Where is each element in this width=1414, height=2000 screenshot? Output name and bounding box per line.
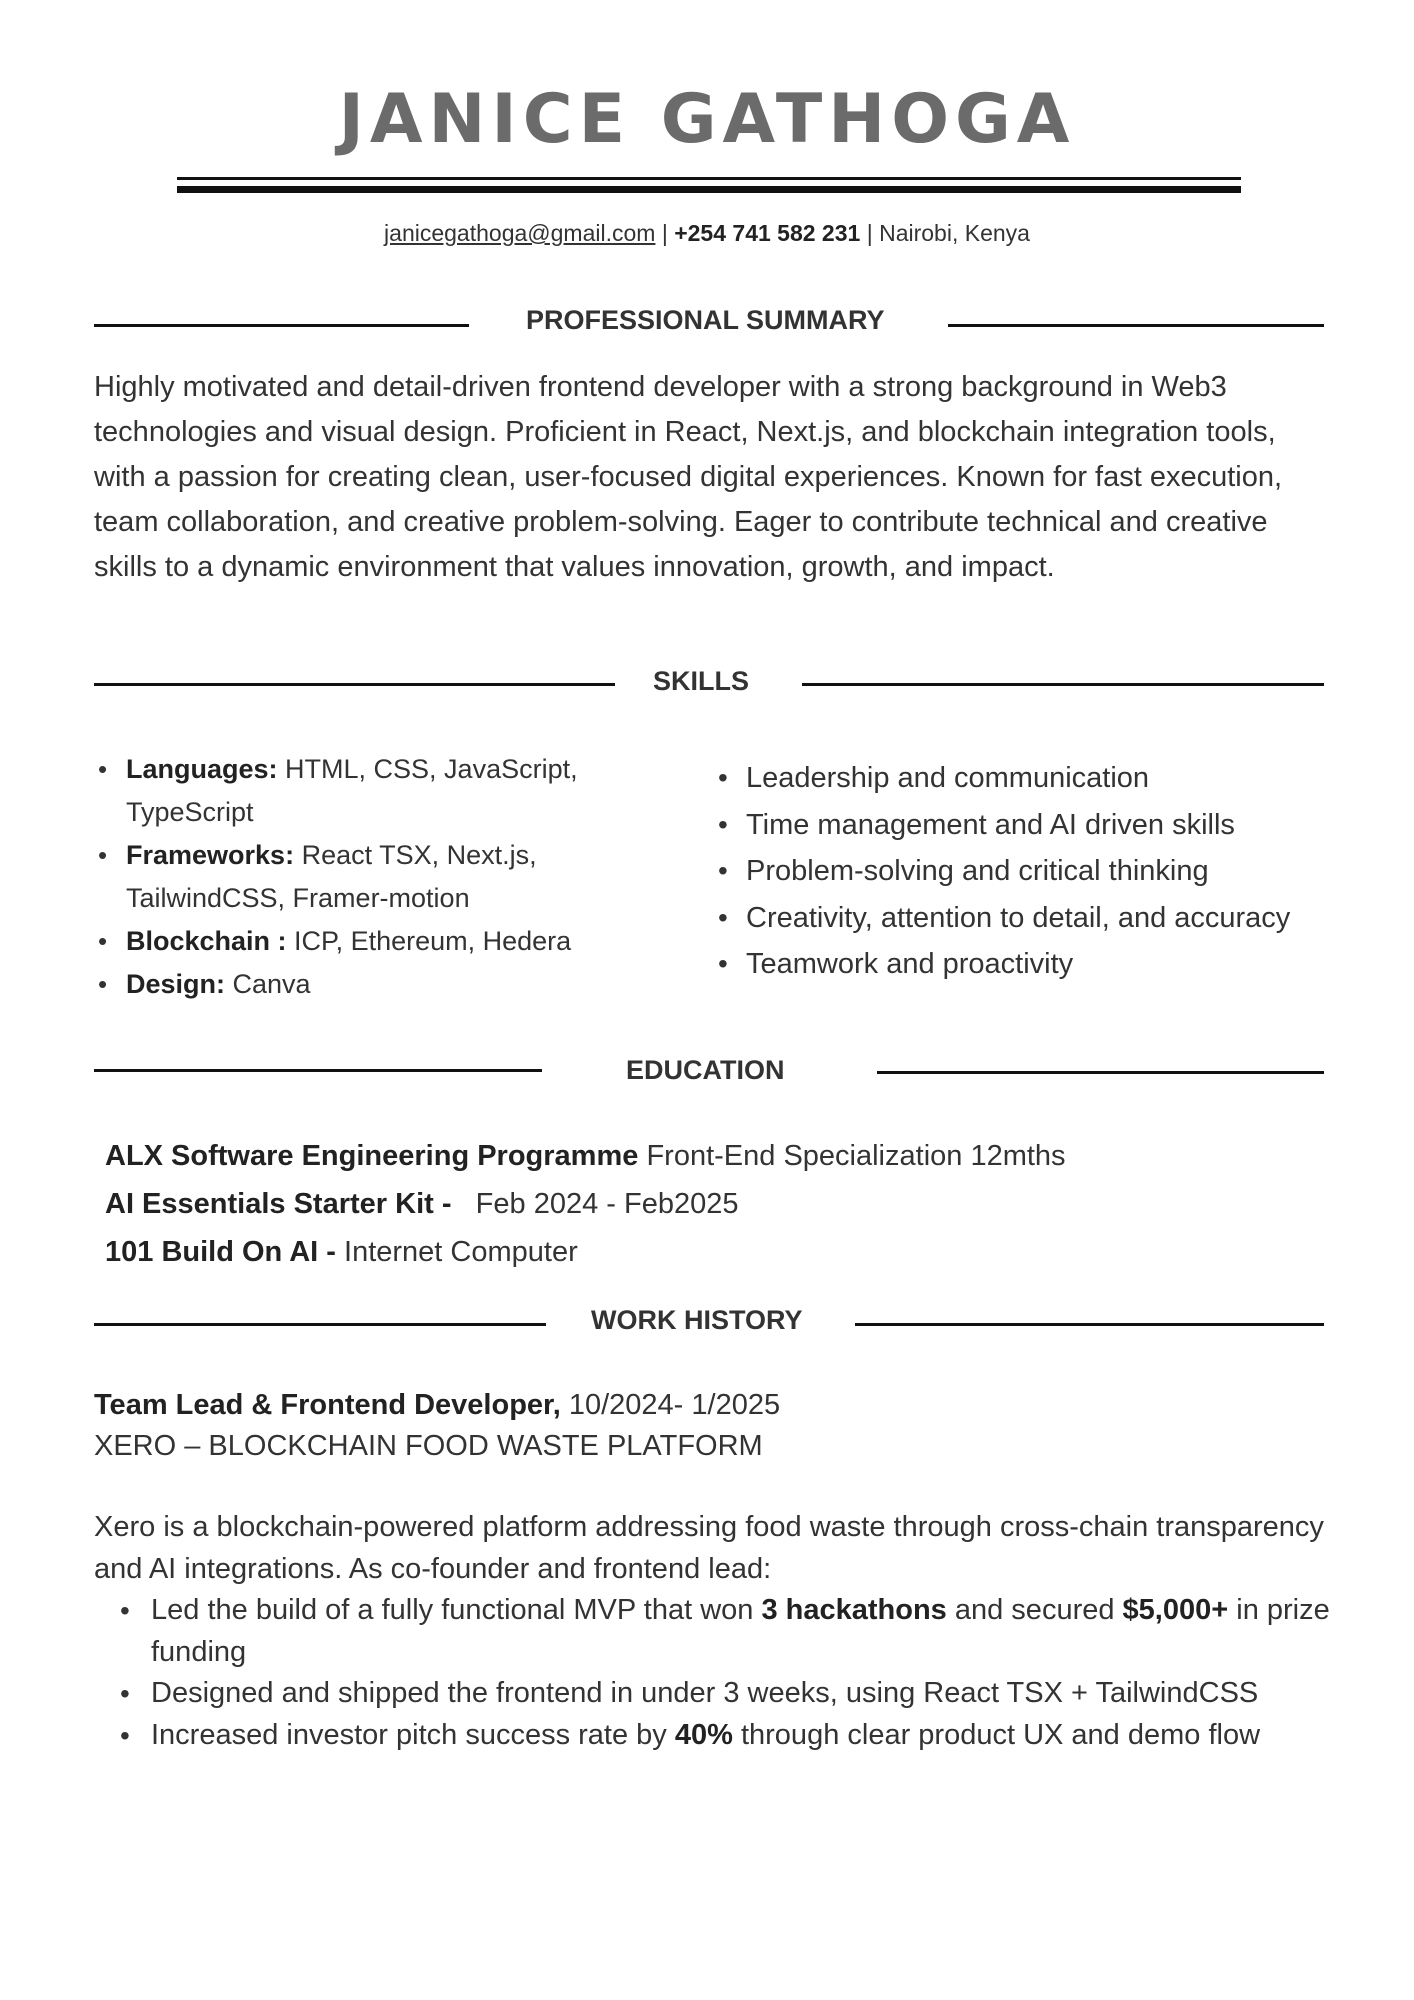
list-item: • Frameworks: React TSX, Next.js, TailwindCSS, Framer-motion bbox=[94, 834, 654, 920]
list-item: • Increased investor pitch success rate by 40% through clear product UX and demo flow bbox=[94, 1715, 1354, 1757]
summary-text: Highly motivated and detail-driven frontend developer with a strong background in Web3 technologies and visual design. Proficient in React, Next.js, and blockchain integration tools, with a passion for creating clean, user-focused digital experiences. Known for fast execution, team collaboration, and creative problem-solving. Eager to contribute technical and creative skills to a dynamic environment that values innovation, growth, and impact. bbox=[94, 371, 1283, 583]
section-rule bbox=[94, 1323, 546, 1326]
job-title: Team Lead & Frontend Developer, bbox=[94, 1389, 561, 1421]
section-heading-work: WORK HISTORY bbox=[591, 1305, 803, 1335]
section-heading-skills: SKILLS bbox=[653, 666, 750, 696]
contact-line bbox=[0, 218, 1414, 248]
email-link[interactable]: janicegathoga@gmail.com bbox=[384, 220, 656, 246]
section-rule bbox=[94, 324, 469, 327]
section-rule bbox=[855, 1323, 1324, 1326]
education-item: ALX Software Engineering Programme Front-End Specialization 12mths bbox=[105, 1140, 1066, 1172]
contact-separator: | bbox=[860, 220, 880, 246]
list-item: • Creativity, attention to detail, and accuracy bbox=[714, 895, 1374, 942]
contact-separator: | bbox=[655, 220, 675, 246]
company-name: XERO – BLOCKCHAIN FOOD WASTE PLATFORM bbox=[94, 1430, 763, 1462]
education-item: AI Essentials Starter Kit - Feb 2024 - Feb2025 bbox=[105, 1188, 739, 1220]
list-item: • Design: Canva bbox=[94, 963, 654, 1006]
technical-skills-list bbox=[94, 748, 654, 1006]
list-item: • Problem-solving and critical thinking bbox=[714, 848, 1374, 895]
list-item: • Leadership and communication bbox=[714, 755, 1374, 802]
phone-number: +254 741 582 231 bbox=[674, 220, 861, 246]
job-dates: 10/2024- 1/2025 bbox=[560, 1389, 781, 1421]
list-item: • Led the build of a fully functional MVP that won 3 hackathons and secured $5,000+ in prize funding bbox=[94, 1590, 1354, 1673]
list-item: • Designed and shipped the frontend in under 3 weeks, using React TSX + TailwindCSS bbox=[94, 1673, 1354, 1715]
section-rule bbox=[94, 1069, 542, 1072]
list-item: • Time management and AI driven skills bbox=[714, 802, 1374, 849]
list-item: • Blockchain : ICP, Ethereum, Hedera bbox=[94, 920, 654, 963]
job-description: Xero is a blockchain-powered platform addressing food waste through cross-chain transparency and AI integrations. As co-founder and frontend lead: bbox=[94, 1511, 1324, 1585]
section-rule bbox=[802, 683, 1324, 686]
achievements-list bbox=[94, 1590, 1354, 1756]
candidate-name: JANICE GATHOGA bbox=[338, 80, 1076, 159]
section-rule bbox=[948, 324, 1324, 327]
education-item: 101 Build On AI - Internet Computer bbox=[105, 1236, 578, 1268]
section-heading-summary: PROFESSIONAL SUMMARY bbox=[526, 305, 885, 335]
section-rule bbox=[94, 683, 615, 686]
section-heading-education: EDUCATION bbox=[626, 1055, 785, 1085]
soft-skills-list bbox=[714, 755, 1374, 988]
location: Nairobi, Kenya bbox=[879, 220, 1030, 246]
header-rule-bottom bbox=[177, 186, 1241, 193]
header-rule-top bbox=[177, 177, 1241, 180]
job-title-line bbox=[94, 1385, 780, 1425]
list-item: • Teamwork and proactivity bbox=[714, 941, 1374, 988]
section-rule bbox=[877, 1071, 1324, 1074]
list-item: • Languages: HTML, CSS, JavaScript, TypeScript bbox=[94, 748, 654, 834]
